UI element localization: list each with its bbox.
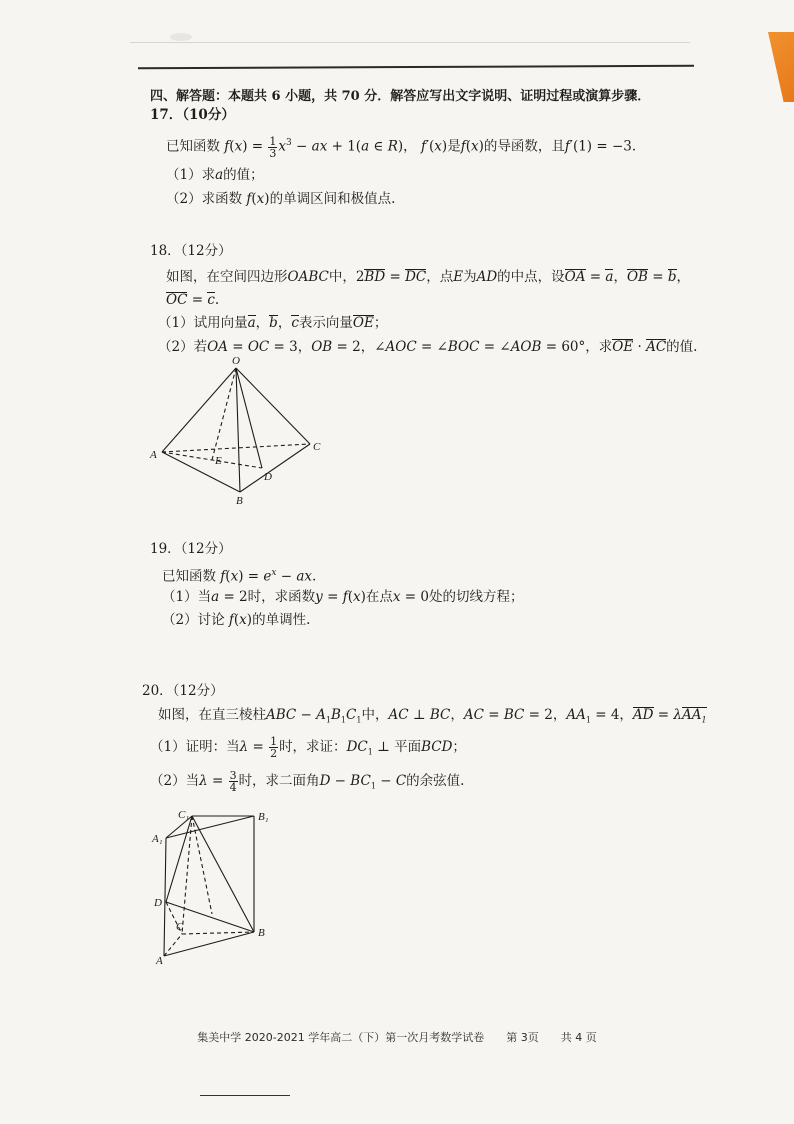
section-header: 四、解答题：本题共 6 小题，共 70 分．解答应写出文字说明、证明过程或演算步骤． — [150, 89, 651, 104]
label-B: B — [236, 495, 243, 507]
scan-edge-mark — [768, 32, 794, 102]
q19-stem: 已知函数 $f(x) = e^x$ − ax. — [162, 568, 317, 585]
q18-part2: （2）若OA = OC = 3，OB = 2，∠AOC = ∠BOC = ∠AOB = 60°，求OE · AC的值. — [158, 339, 698, 355]
q20-part2: （2）当λ = $\frac{3}{4}$ 时，求二面角$D - BC_1 - C$的余弦值. — [150, 769, 465, 794]
q18-part1: （1）试用向量a，b，c表示向量OE； — [158, 315, 388, 331]
label-E: E — [215, 455, 222, 467]
label-D: D — [264, 471, 272, 483]
tetrahedron-figure — [148, 352, 338, 512]
label-O: O — [232, 355, 240, 367]
q17-part2: （2）求函数 f(x)的单调区间和极值点. — [166, 191, 396, 207]
label-C1: C₁ — [178, 809, 190, 821]
header-rule — [138, 65, 694, 69]
q18-number: 18．（12分） — [150, 243, 232, 259]
fraction: $\frac{1}{3}$ — [269, 134, 277, 160]
label-A: A — [156, 955, 163, 966]
q17-part1: （1）求a的值； — [166, 167, 264, 183]
label-A: A — [150, 449, 157, 461]
label-B1: B₁ — [258, 811, 269, 823]
q18-stem-line2: OC = c. — [166, 292, 220, 308]
q19-part1: （1）当a = 2时，求函数y = f(x)在点x = 0处的切线方程； — [162, 589, 524, 605]
q19-number: 19．（12分） — [150, 541, 232, 557]
footer-rule — [200, 1095, 290, 1096]
label-D: D — [154, 897, 162, 909]
label-A1: A₁ — [152, 833, 163, 845]
label-C: C — [313, 441, 321, 453]
q20-number: 20．（12分） — [142, 683, 224, 699]
q19-part2: （2）讨论 f(x)的单调性. — [162, 612, 311, 628]
label-C: C — [176, 921, 184, 933]
faint-header-line — [130, 42, 690, 43]
page-footer: 集美中学 2020-2021 学年高二（下）第一次月考数学试卷 第 3页 共 4 页 — [197, 1031, 597, 1044]
q20-part1: （1）证明：当λ = $\frac{1}{2}$ 时，求证：$DC_1$ ⊥ 平面BCD； — [150, 735, 466, 760]
prism-figure — [150, 806, 280, 966]
q17-stem: 已知函数 f(x) = $\frac{1}{3}$ $x^3$ − ax + 1(a ∈ R)， f′(x)是f(x)的导函数，且f′(1) = −3. — [166, 134, 637, 160]
q17-number: 17．（10分） — [150, 107, 235, 123]
label-B: B — [258, 927, 265, 939]
q20-stem: 如图，在直三棱柱ABC − $A_1B_1C_1$中，AC ⊥ BC，AC = BC = 2，$AA_1 = 4$，AD = λAA$_1$ — [158, 706, 707, 730]
scan-smudge — [170, 33, 192, 41]
q18-stem-line1: 如图，在空间四边形OABC中，2BD = DC，点E为AD的中点，设OA = a，OB = b， — [166, 269, 691, 285]
